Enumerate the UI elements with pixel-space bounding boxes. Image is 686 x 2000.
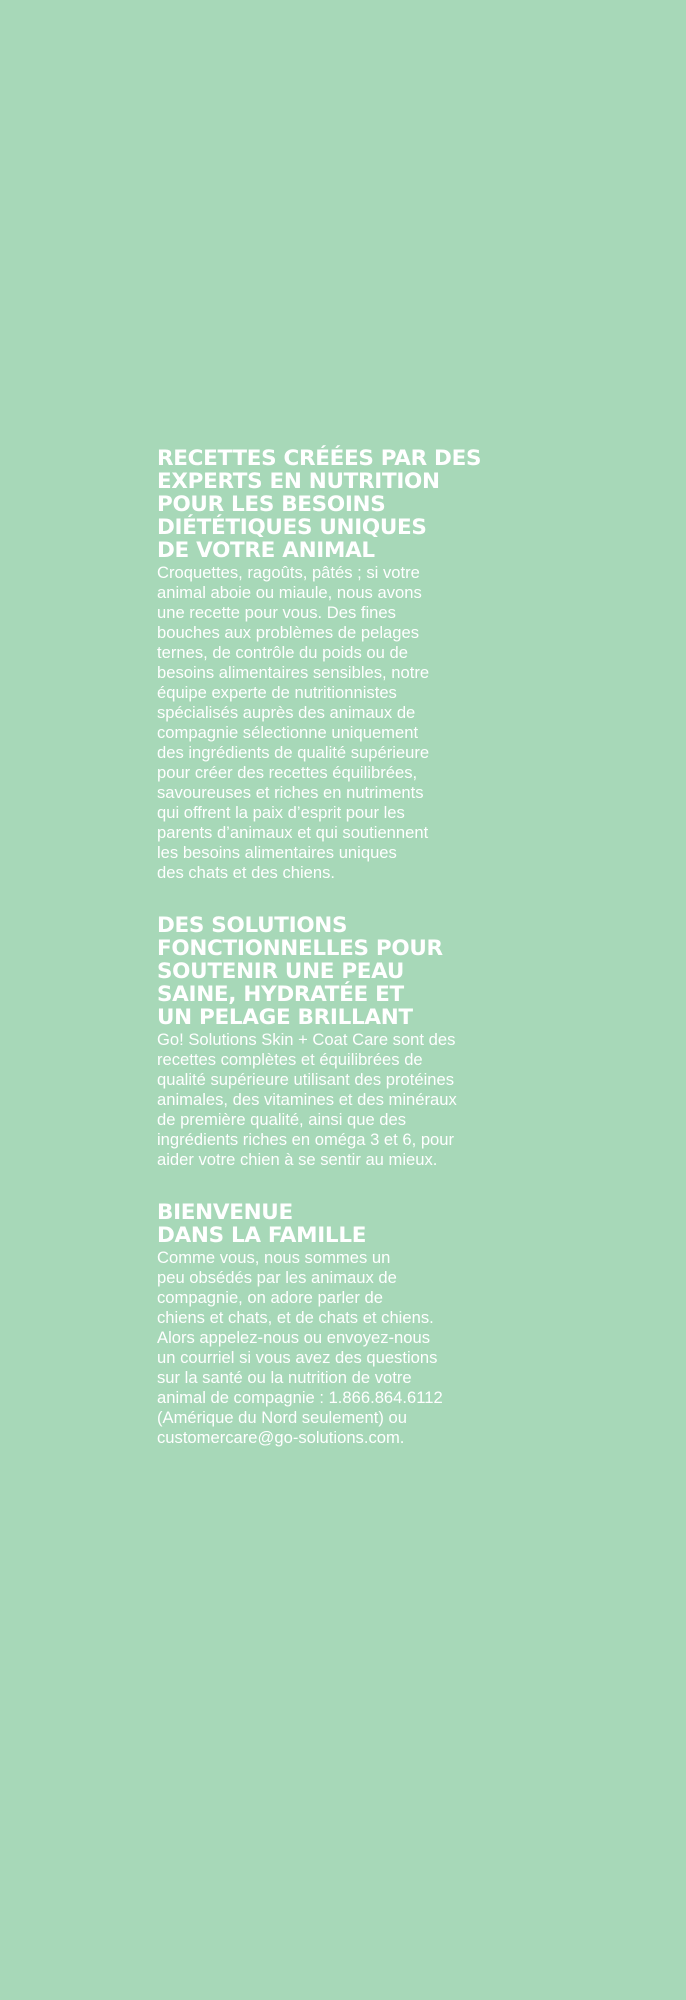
body-line: compagnie sélectionne uniquement [157, 723, 419, 742]
body-line: savoureuses et riches en nutriments [157, 783, 424, 802]
section-welcome [157, 1201, 537, 1448]
body-line: aider votre chien à se sentir au mieux. [157, 1150, 438, 1169]
body-line: une recette pour vous. Des fines [157, 603, 396, 622]
section-heading [157, 1201, 537, 1247]
heading-line: DE VOTRE ANIMAL [157, 538, 375, 563]
body-line: animal de compagnie : 1.866.864.6112 [157, 1388, 443, 1407]
section-skin-coat [157, 914, 537, 1170]
section-body [157, 1030, 537, 1170]
section-heading [157, 447, 537, 562]
body-line: spécialisés auprès des animaux de [157, 703, 416, 722]
body-line: recettes complètes et équilibrées de [157, 1050, 423, 1069]
section-spacer [157, 883, 537, 914]
heading-line: DIÉTÉTIQUES UNIQUES [157, 515, 427, 540]
body-line: qualité supérieure utilisant des protéines [157, 1070, 455, 1089]
body-line: qui offrent la paix d’esprit pour les [157, 803, 405, 822]
body-line: besoins alimentaires sensibles, notre [157, 663, 430, 682]
body-line: ternes, de contrôle du poids ou de [157, 643, 408, 662]
section-heading [157, 914, 537, 1029]
body-line: sur la santé ou la nutrition de votre [157, 1368, 412, 1387]
heading-line: SOUTENIR UNE PEAU [157, 959, 405, 984]
heading-line: POUR LES BESOINS [157, 492, 386, 517]
heading-line: RECETTES CRÉÉES PAR DES [157, 446, 482, 471]
section-body [157, 1248, 537, 1448]
body-line: Alors appelez-nous ou envoyez-nous [157, 1328, 431, 1347]
body-line: parents d’animaux et qui soutiennent [157, 823, 429, 842]
body-line: Go! Solutions Skin + Coat Care sont des [157, 1030, 456, 1049]
heading-line: DES SOLUTIONS [157, 913, 348, 938]
section-body [157, 563, 537, 883]
body-line: peu obsédés par les animaux de [157, 1268, 397, 1287]
body-line: équipe experte de nutritionnistes [157, 683, 397, 702]
heading-line: EXPERTS EN NUTRITION [157, 469, 440, 494]
body-line: un courriel si vous avez des questions [157, 1348, 438, 1367]
body-line: Croquettes, ragoûts, pâtés ; si votre [157, 563, 420, 582]
content-column [157, 447, 537, 1448]
body-line: les besoins alimentaires uniques [157, 843, 397, 862]
body-line: pour créer des recettes équilibrées, [157, 763, 418, 782]
heading-line: UN PELAGE BRILLANT [157, 1005, 413, 1030]
body-line: animal aboie ou miaule, nous avons [157, 583, 422, 602]
body-line: des chats et des chiens. [157, 863, 336, 882]
heading-line: DANS LA FAMILLE [157, 1223, 367, 1248]
heading-line: BIENVENUE [157, 1200, 293, 1225]
section-spacer [157, 1170, 537, 1201]
body-line: (Amérique du Nord seulement) ou [157, 1408, 407, 1427]
heading-line: FONCTIONNELLES POUR [157, 936, 443, 961]
body-line: ingrédients riches en oméga 3 et 6, pour [157, 1130, 455, 1149]
body-line: de première qualité, ainsi que des [157, 1110, 407, 1129]
body-line: des ingrédients de qualité supérieure [157, 743, 430, 762]
body-line: animales, des vitamines et des minéraux [157, 1090, 457, 1109]
heading-line: SAINE, HYDRATÉE ET [157, 982, 404, 1007]
body-line: compagnie, on adore parler de [157, 1288, 384, 1307]
body-line: chiens et chats, et de chats et chiens. [157, 1308, 434, 1327]
body-line: bouches aux problèmes de pelages [157, 623, 419, 642]
section-nutrition-experts [157, 447, 537, 883]
body-line: customercare@go-solutions.com. [157, 1428, 405, 1447]
body-line: Comme vous, nous sommes un [157, 1248, 391, 1267]
